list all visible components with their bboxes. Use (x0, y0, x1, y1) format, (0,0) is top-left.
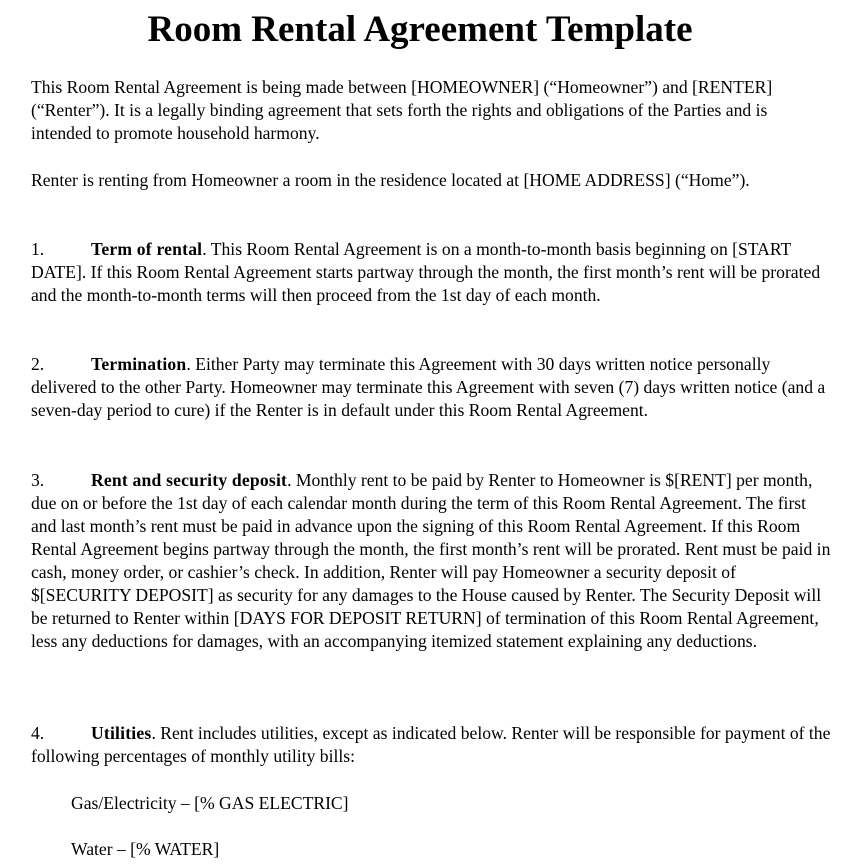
section-termination (31, 353, 831, 422)
section-rent-and-security-deposit (31, 469, 831, 653)
section-text: . This Room Rental Agreement is on a month-to-month basis beginning on [START DATE]. If this Room Rental Agreement starts partway through the month, the first month’s rent will be prorated and the month-to-month terms will then proceed from the 1st day of each month. (31, 239, 821, 305)
section-heading: Utilities (91, 723, 152, 743)
section-text: . Either Party may terminate this Agreement with 30 days written notice personally delivered to the other Party. Homeowner may terminate this Agreement with seven (7) days written notice (and a seven-day period to cure) if the Renter is in default under this Room Rental Agreement. (31, 354, 826, 420)
section-number: 2. (31, 354, 45, 374)
section-number: 3. (31, 470, 45, 490)
section-heading: Termination (91, 354, 187, 374)
section-heading: Term of rental (91, 239, 203, 259)
section-text: . Monthly rent to be paid by Renter to Homeowner is $[RENT] per month, due on or before the 1st day of each calendar month during the term of this Room Rental Agreement. The first and last month’s rent must be paid in advance upon the signing of this Room Rental Agreement. If this Room Rental Agreement begins partway through the month, the first month’s rent will be prorated. Rent must be paid in cash, money order, or cashier’s check. In addition, Renter will pay Homeowner a security deposit of $[SECURITY DEPOSIT] as security for any damages to the House caused by Renter. The Security Deposit will be returned to Renter within [DAYS FOR DEPOSIT RETURN] of termination of this Room Rental Agreement, less any deductions for damages, with an accompanying itemized statement explaining any deductions. (31, 470, 831, 651)
location-paragraph: Renter is renting from Homeowner a room in the residence located at [HOME ADDRESS] (“Home”). (31, 170, 750, 190)
utility-water: Water – [% WATER] (71, 839, 220, 859)
section-number: 4. (31, 723, 45, 743)
section-number: 1. (31, 239, 45, 259)
section-text: . Rent includes utilities, except as indicated below. Renter will be responsible for payment of the following percentages of monthly utility bills: (31, 723, 831, 766)
document-title: Room Rental Agreement Template (147, 9, 693, 50)
section-term-of-rental (31, 238, 831, 307)
section-heading: Rent and security deposit (91, 470, 288, 490)
intro-paragraph: This Room Rental Agreement is being made between [HOMEOWNER] (“Homeowner”) and [RENTER] (“Renter”). It is a legally binding agreement that sets forth the rights and obligations of the Parties and is intended to promote household harmony. (31, 77, 773, 143)
utility-gas-electricity: Gas/Electricity – [% GAS ELECTRIC] (71, 793, 349, 813)
section-utilities (31, 722, 831, 768)
